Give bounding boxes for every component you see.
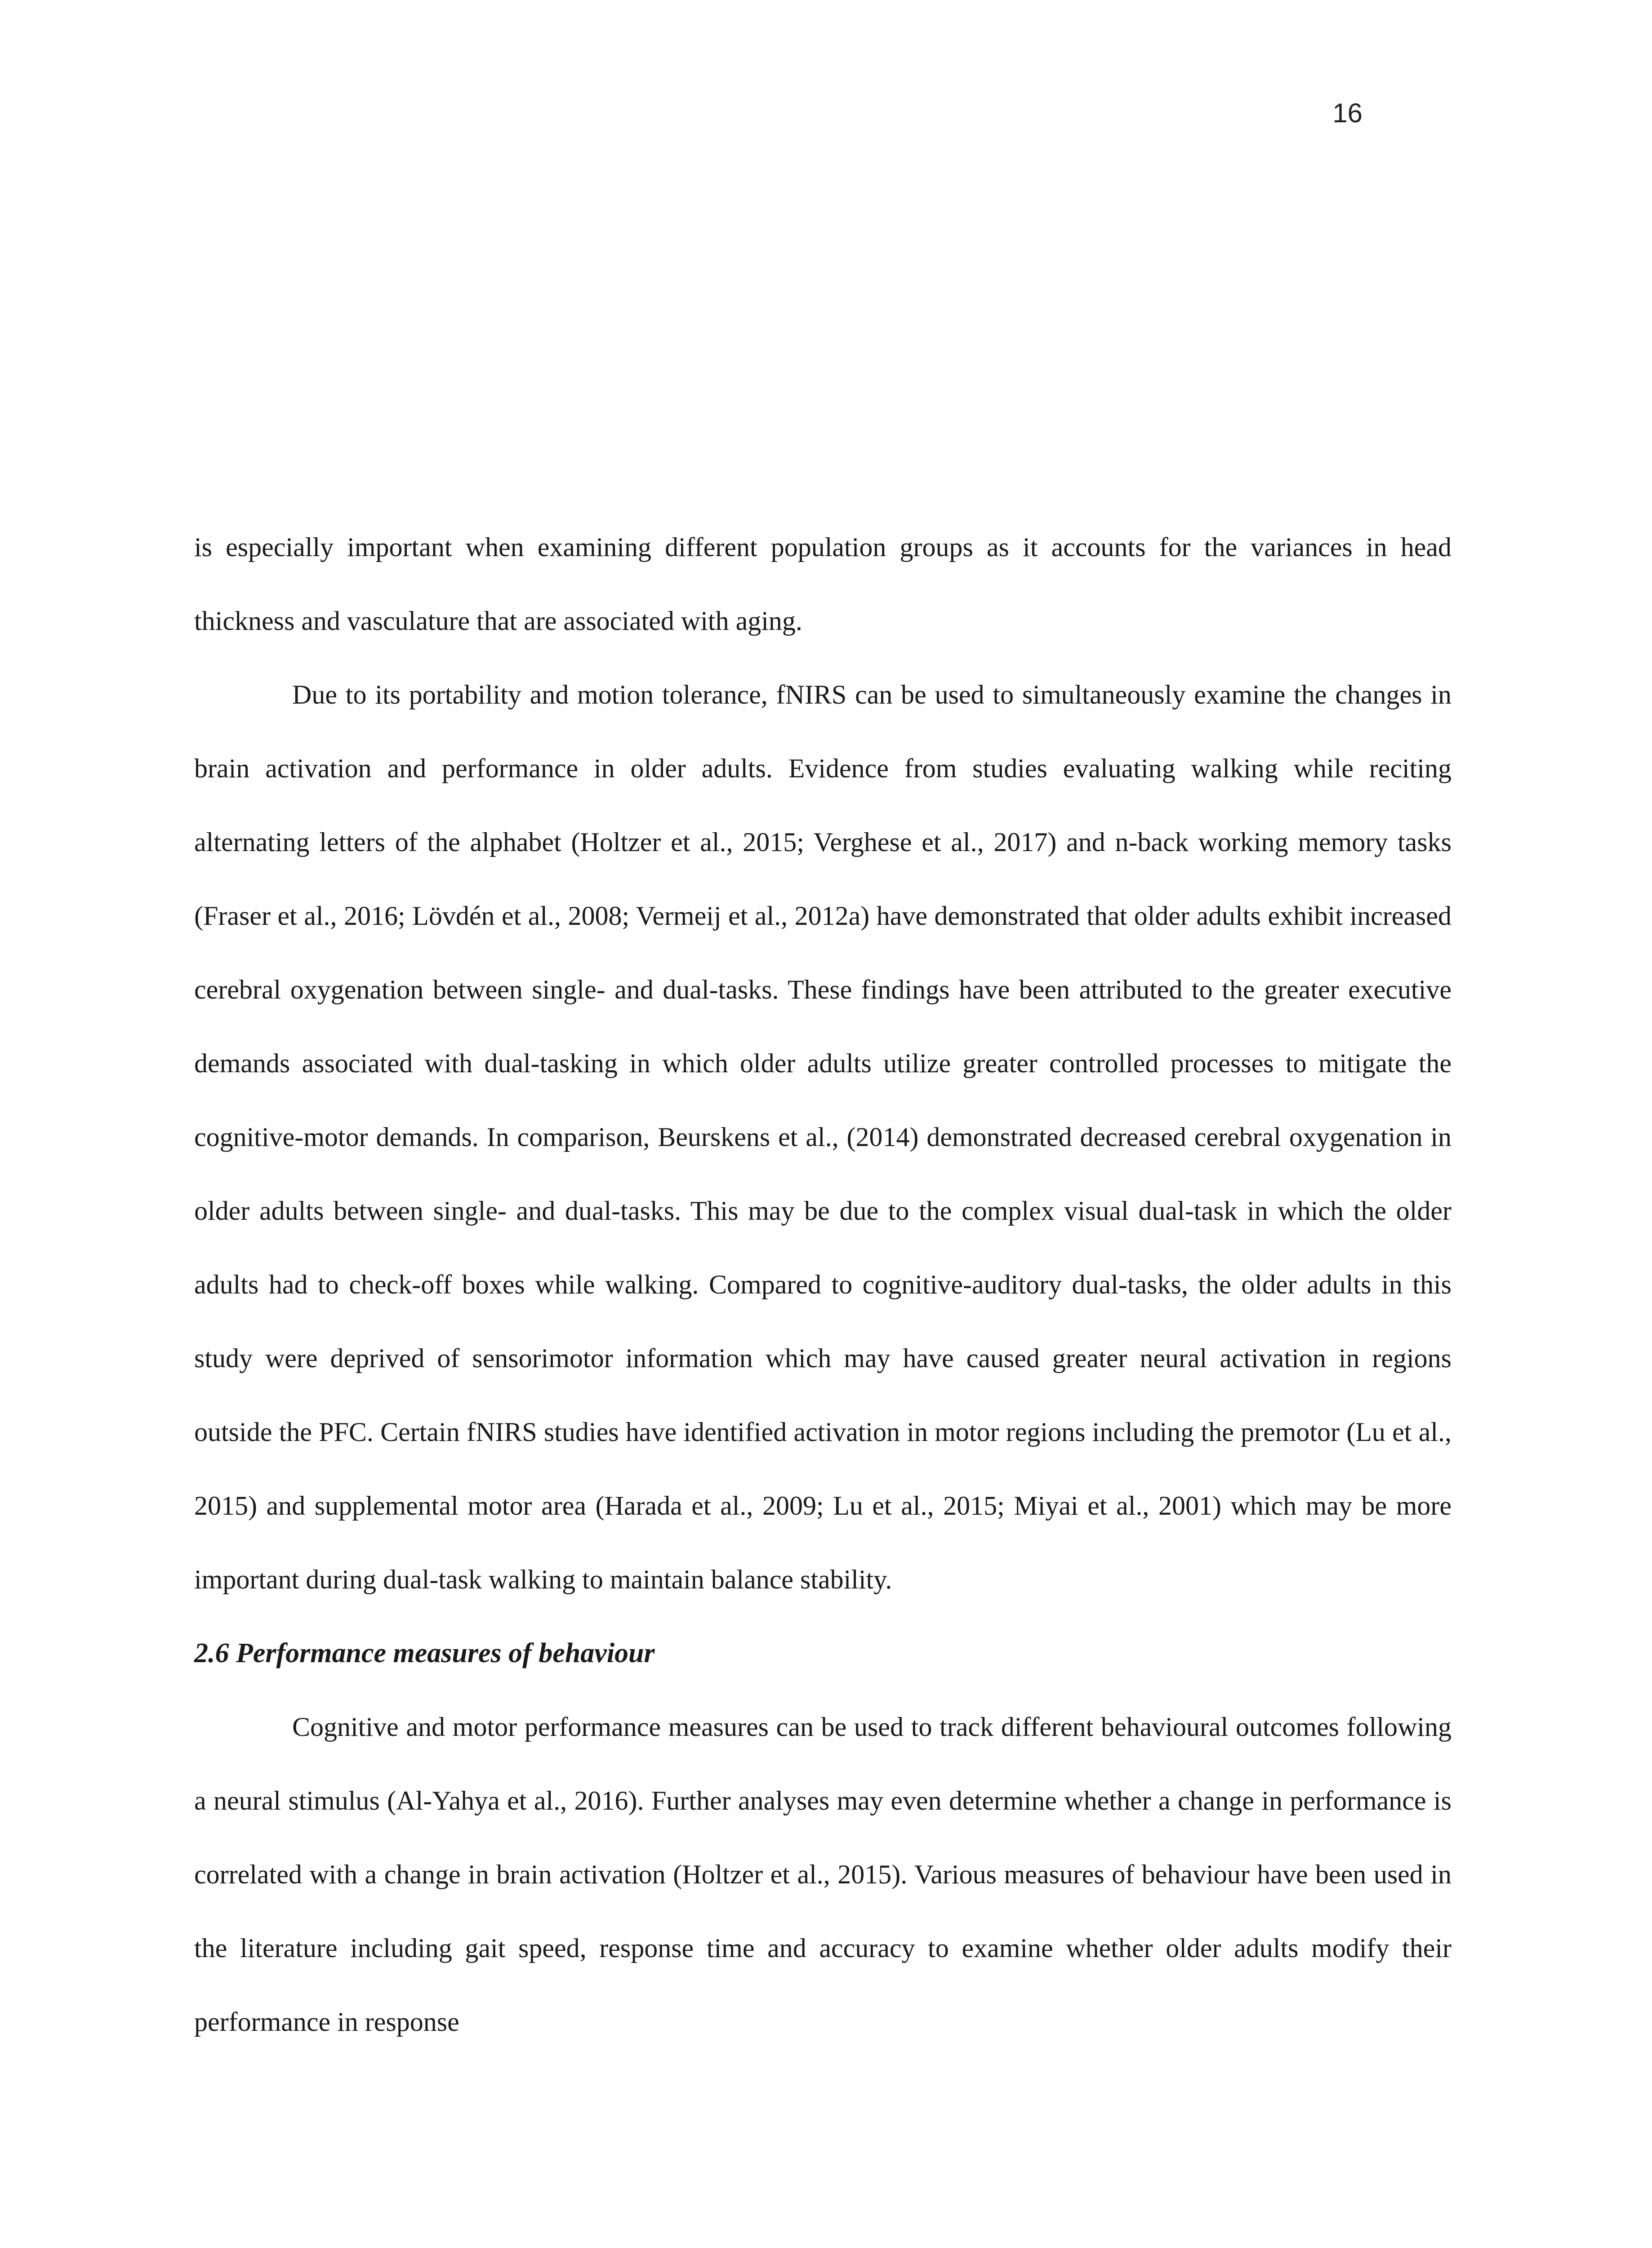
paragraph-continuation: is especially important when examining different population groups as it accounts for the variances in head thickness and vasculature that are associated with aging. (194, 532, 1452, 636)
paragraph-fnirs-dual-task: Due to its portability and motion tolerance, fNIRS can be used to simultaneously examine the changes in brain activation and performance in older adults. Evidence from studies evaluating walking while reciting alternating letters of the alphabet (Holtzer et al., 2015; Verghese et al., 2017) and n-back working memory tasks (Fraser et al., 2016; Lövdén et al., 2008; Vermeij et al., 2012a) have demonstrated that older adults exhibit increased cerebral oxygenation between single- and dual-tasks. These findings have been attributed to the greater executive demands associated with dual-tasking in which older adults utilize greater controlled processes to mitigate the cognitive-motor demands. In comparison, Beurskens et al., (2014) demonstrated decreased cerebral oxygenation in older adults between single- and dual-tasks. This may be due to the complex visual dual-task in which the older adults had to check-off boxes while walking. Compared to cognitive-auditory dual-tasks, the older adults in this study were deprived of sensorimotor information which may have caused greater neural activation in regions outside the PFC. Certain fNIRS studies have identified activation in motor regions including the premotor (Lu et al., 2015) and supplemental motor area (Harada et al., 2009; Lu et al., 2015; Miyai et al., 2001) which may be more important during dual-task walking to maintain balance stability. (194, 680, 1452, 1594)
paragraph-performance-measures: Cognitive and motor performance measures can be used to track different behavioural outcomes following a neural stimulus (Al-Yahya et al., 2016). Further analyses may even determine whether a change in performance is correlated with a change in brain activation (Holtzer et al., 2015). Various measures of behaviour have been used in the literature including gait speed, response time and accuracy to examine whether older adults modify their performance in response (194, 1712, 1452, 2037)
document-body (194, 510, 1452, 2059)
section-heading: 2.6 Performance measures of behaviour (194, 1638, 655, 1668)
page-number: 16 (1332, 98, 1363, 128)
